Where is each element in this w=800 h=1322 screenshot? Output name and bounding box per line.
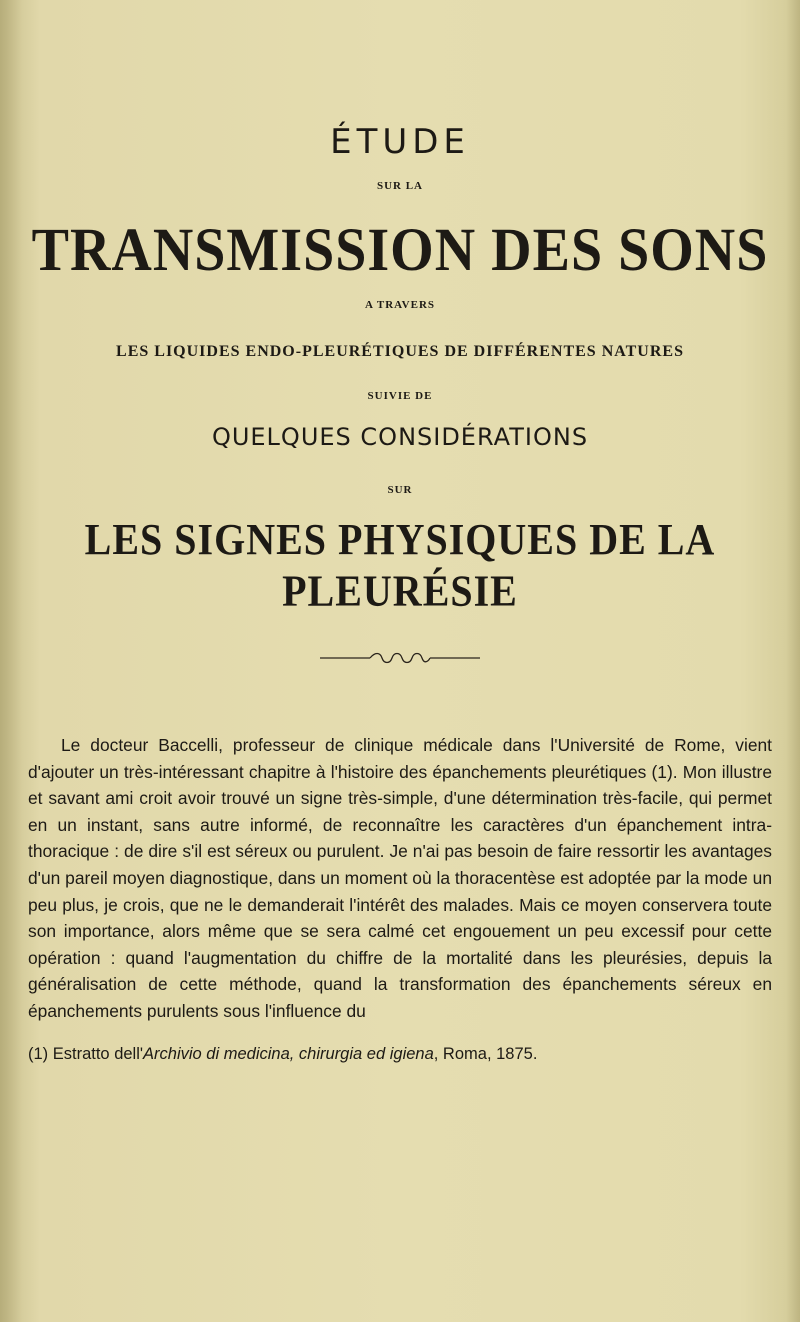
footnote: [28, 1045, 772, 1064]
title-liquides: LES LIQUIDES ENDO-PLEURÉTIQUES DE DIFFÉRENTES NATURES: [116, 343, 684, 360]
title-suivie-de: SUIVIE DE: [367, 390, 433, 402]
footnote-rest: , Roma, 1875.: [433, 1045, 538, 1063]
page-shadow-left: [0, 0, 22, 1322]
title-a-travers: A TRAVERS: [364, 299, 436, 311]
title-sur: SUR: [387, 484, 413, 496]
title-transmission: TRANSMISSION DES SONS: [31, 215, 769, 285]
body-paragraph: Le docteur Baccelli, professeur de clinique médicale dans l'Université de Rome, vient d'ajouter un très-intéressant chapitre à l'histoire des épanchements pleurétiques (1). Mon illustre et savant ami croit avoir trouvé un signe très-simple, d'une détermination très-facile, qui permet en un instant, sans autre informé, de reconnaître les caractères d'un épanchement intra-thoracique : de dire s'il est séreux ou purulent. Je n'ai pas besoin de faire ressortir les avantages d'un pareil moyen diagnostique, dans un moment où la thoracentèse est adoptée par la mode un peu plus, je crois, que ne le demanderait l'intérêt des malades. Mais ce moyen conservera toute son importance, alors même que se sera calmé cet engouement un peu excessif pour cette opération : quand l'augmentation du chiffre de la mortalité dans les pleurésies, depuis la généralisation de cette méthode, quand la transformation des épanchements séreux en épanchements purulents sous l'influence du: [28, 735, 772, 1021]
title-sur-la: SUR LA: [376, 180, 424, 192]
footnote-source: Archivio di medicina, chirurgia ed igiena: [143, 1045, 434, 1063]
footnote-marker: (1) Estratto dell': [28, 1045, 144, 1063]
title-signes-physiques: LES SIGNES PHYSIQUES DE LA PLEURÉSIE: [84, 514, 716, 616]
page-shadow-right: [786, 0, 800, 1322]
decorative-rule-icon: [320, 648, 480, 668]
title-considerations: QUELQUES CONSIDÉRATIONS: [211, 423, 589, 451]
title-etude: ÉTUDE: [330, 122, 470, 162]
